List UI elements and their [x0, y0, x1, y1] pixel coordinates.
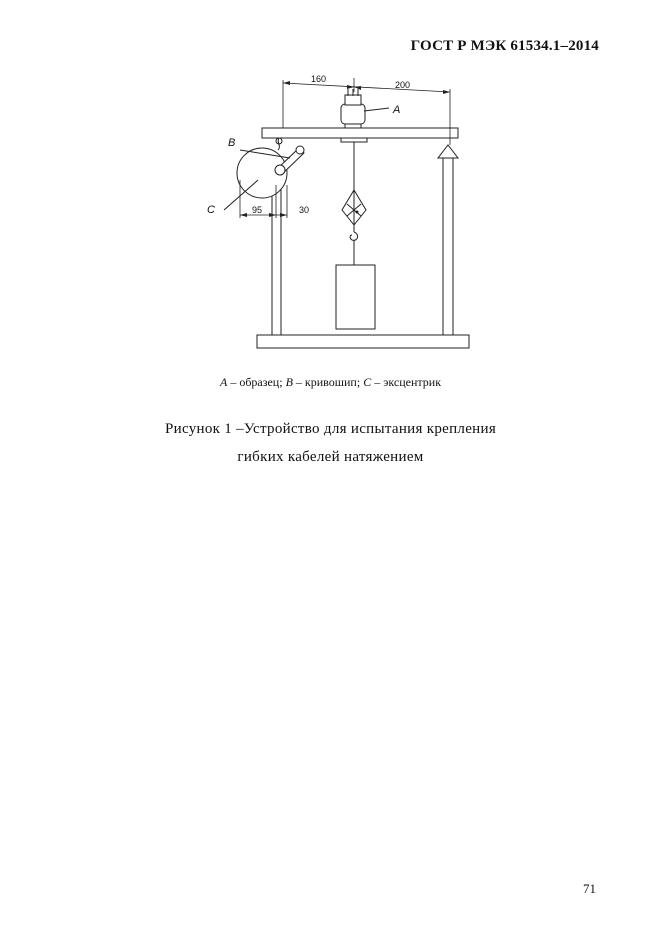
label-c: C: [207, 204, 215, 216]
right-column: [443, 158, 453, 335]
figure-legend: [0, 375, 661, 390]
label-a: A: [393, 104, 401, 116]
legend-a-text: – образец;: [227, 375, 286, 389]
crank-tip: [296, 146, 304, 154]
test-apparatus-figure: [0, 0, 661, 370]
beam: [262, 128, 458, 138]
legend-c-letter: C: [363, 375, 372, 389]
label-b: B: [228, 137, 236, 149]
page-number: 71: [583, 881, 596, 896]
apparatus-drawing: [0, 0, 661, 370]
fulcrum: [438, 145, 458, 158]
document-standard-id: ГОСТ Р МЭК 61534.1–2014: [410, 38, 599, 54]
caption-line-1: Рисунок 1 –Устройство для испытания крепления: [164, 421, 497, 437]
base-plate: [257, 335, 469, 348]
dim-95: 95: [252, 205, 263, 215]
dim-30: 30: [299, 205, 310, 215]
legend-b-text: – кривошип;: [292, 375, 364, 389]
figure-caption: [0, 415, 661, 471]
legend-c-text: – эксцентрик: [371, 375, 442, 389]
dim-160: 160: [311, 74, 327, 84]
legend-a-letter: A: [219, 375, 228, 389]
specimen-body: [341, 104, 365, 124]
dim-200: 200: [395, 80, 411, 90]
weight: [336, 265, 375, 329]
hook: [350, 232, 358, 240]
crank-pivot: [275, 165, 285, 175]
legend-b-letter: B: [285, 375, 293, 389]
caption-line-2: гибких кабелей натяжением: [237, 449, 424, 465]
